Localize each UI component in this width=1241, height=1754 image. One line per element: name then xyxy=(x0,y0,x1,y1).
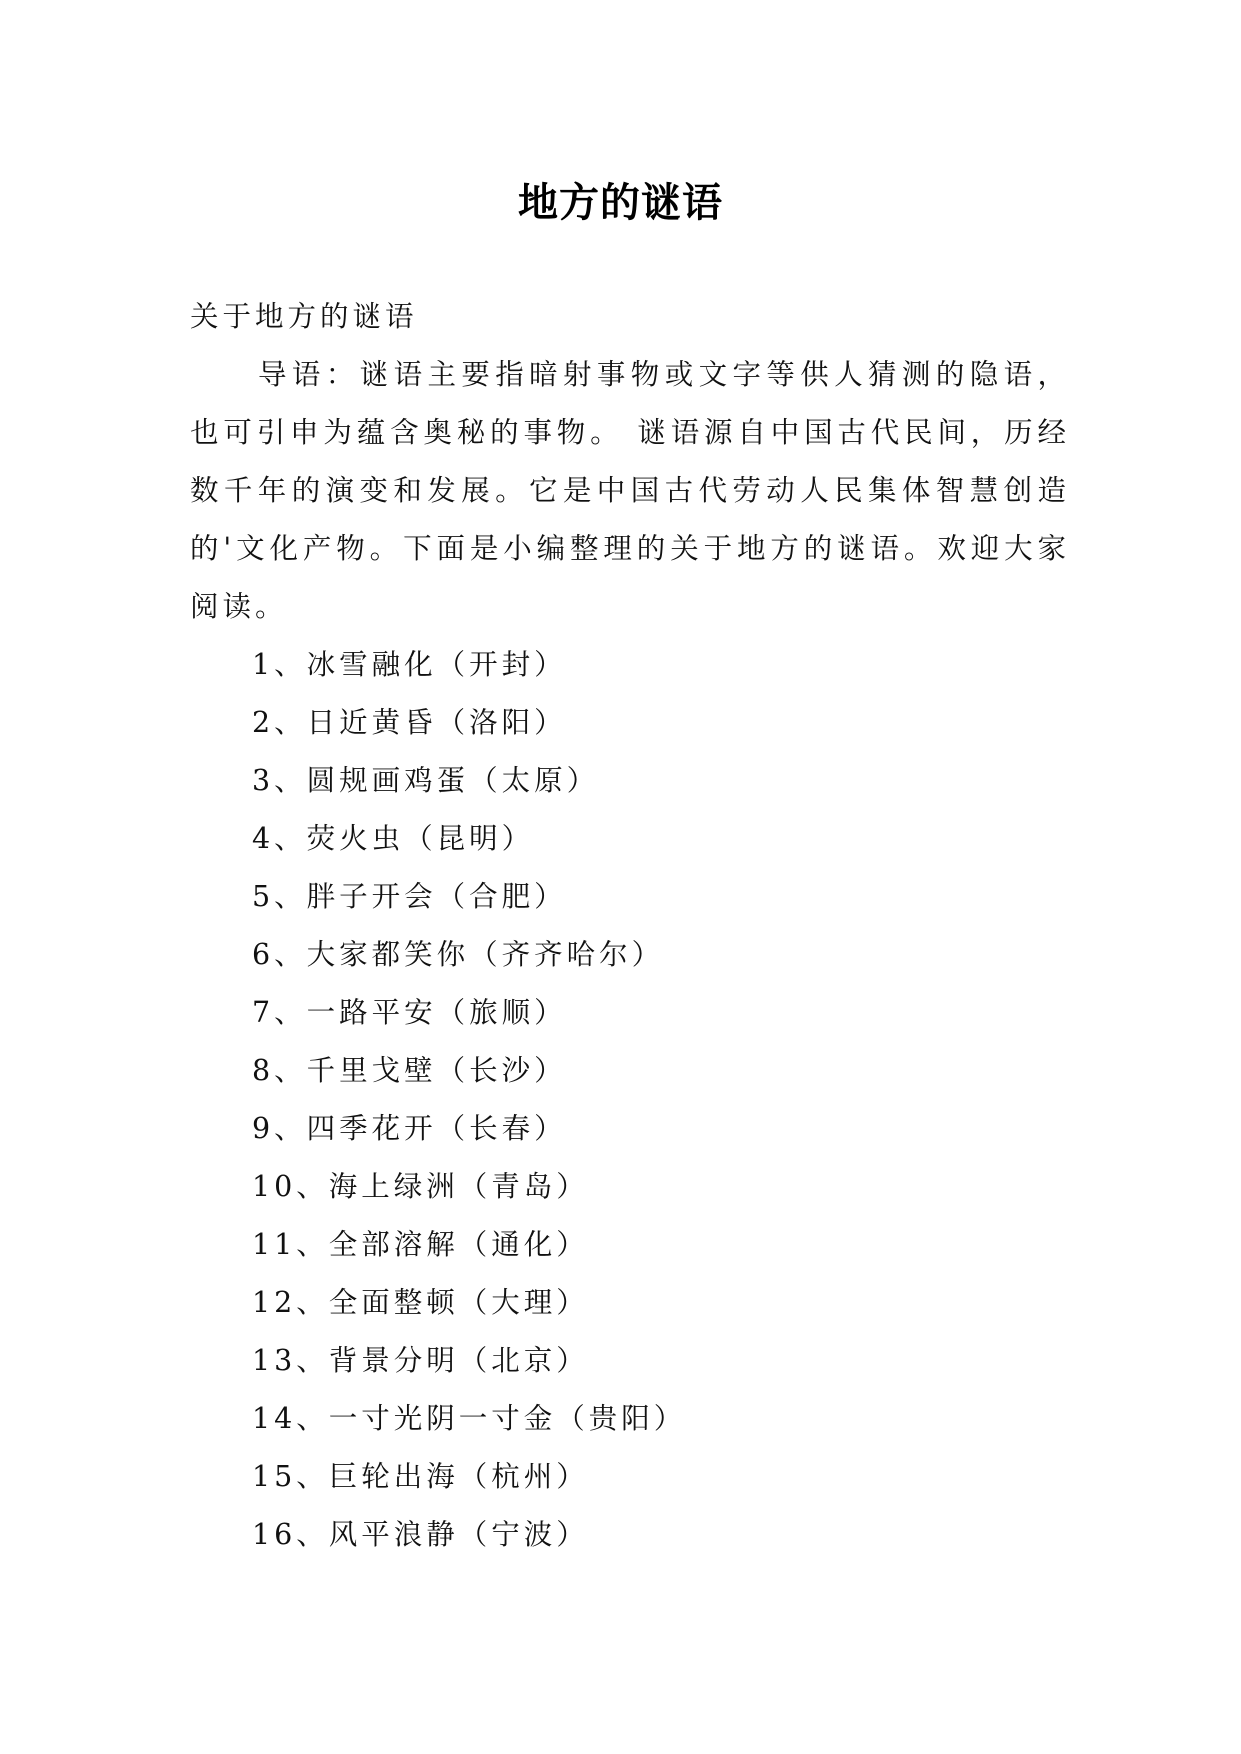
riddle-item: 11、全部溶解（通化） xyxy=(252,1228,589,1261)
riddle-item: 1、冰雪融化（开封） xyxy=(252,648,567,681)
riddle-item: 12、全面整顿（大理） xyxy=(252,1286,589,1319)
riddle-item: 2、日近黄昏（洛阳） xyxy=(252,706,567,739)
riddle-item: 8、千里戈壁（长沙） xyxy=(252,1054,567,1087)
document-title: 地方的谜语 xyxy=(518,179,723,226)
riddle-item: 5、胖子开会（合肥） xyxy=(252,880,567,913)
riddle-item: 13、背景分明（北京） xyxy=(252,1344,589,1377)
riddle-item: 7、一路平安（旅顺） xyxy=(252,996,567,1029)
intro-paragraph: 导语：谜语主要指暗射事物或文字等供人猜测的隐语，也可引申为蕴含奥秘的事物。 谜语源自中国古代民间，历经数千年的演变和发展。它是中国古代劳动人民集体智慧创造的'文化产物。下面是小编整理的关于地方的谜语。欢迎大家阅读。 xyxy=(190,358,1070,623)
riddle-item: 4、荧火虫（昆明） xyxy=(252,822,535,855)
riddle-item: 9、四季花开（长春） xyxy=(252,1112,567,1145)
document-body xyxy=(190,288,1070,1564)
document-subtitle: 关于地方的谜语 xyxy=(190,300,418,333)
riddle-item: 16、风平浪静（宁波） xyxy=(252,1518,589,1551)
riddle-list xyxy=(190,636,1070,1564)
riddle-item: 3、圆规画鸡蛋（太原） xyxy=(252,764,600,797)
riddle-item: 15、巨轮出海（杭州） xyxy=(252,1460,589,1493)
riddle-item: 10、海上绿洲（青岛） xyxy=(252,1170,589,1203)
riddle-item: 14、一寸光阴一寸金（贵阳） xyxy=(252,1402,687,1435)
riddle-item: 6、大家都笑你（齐齐哈尔） xyxy=(252,938,665,971)
